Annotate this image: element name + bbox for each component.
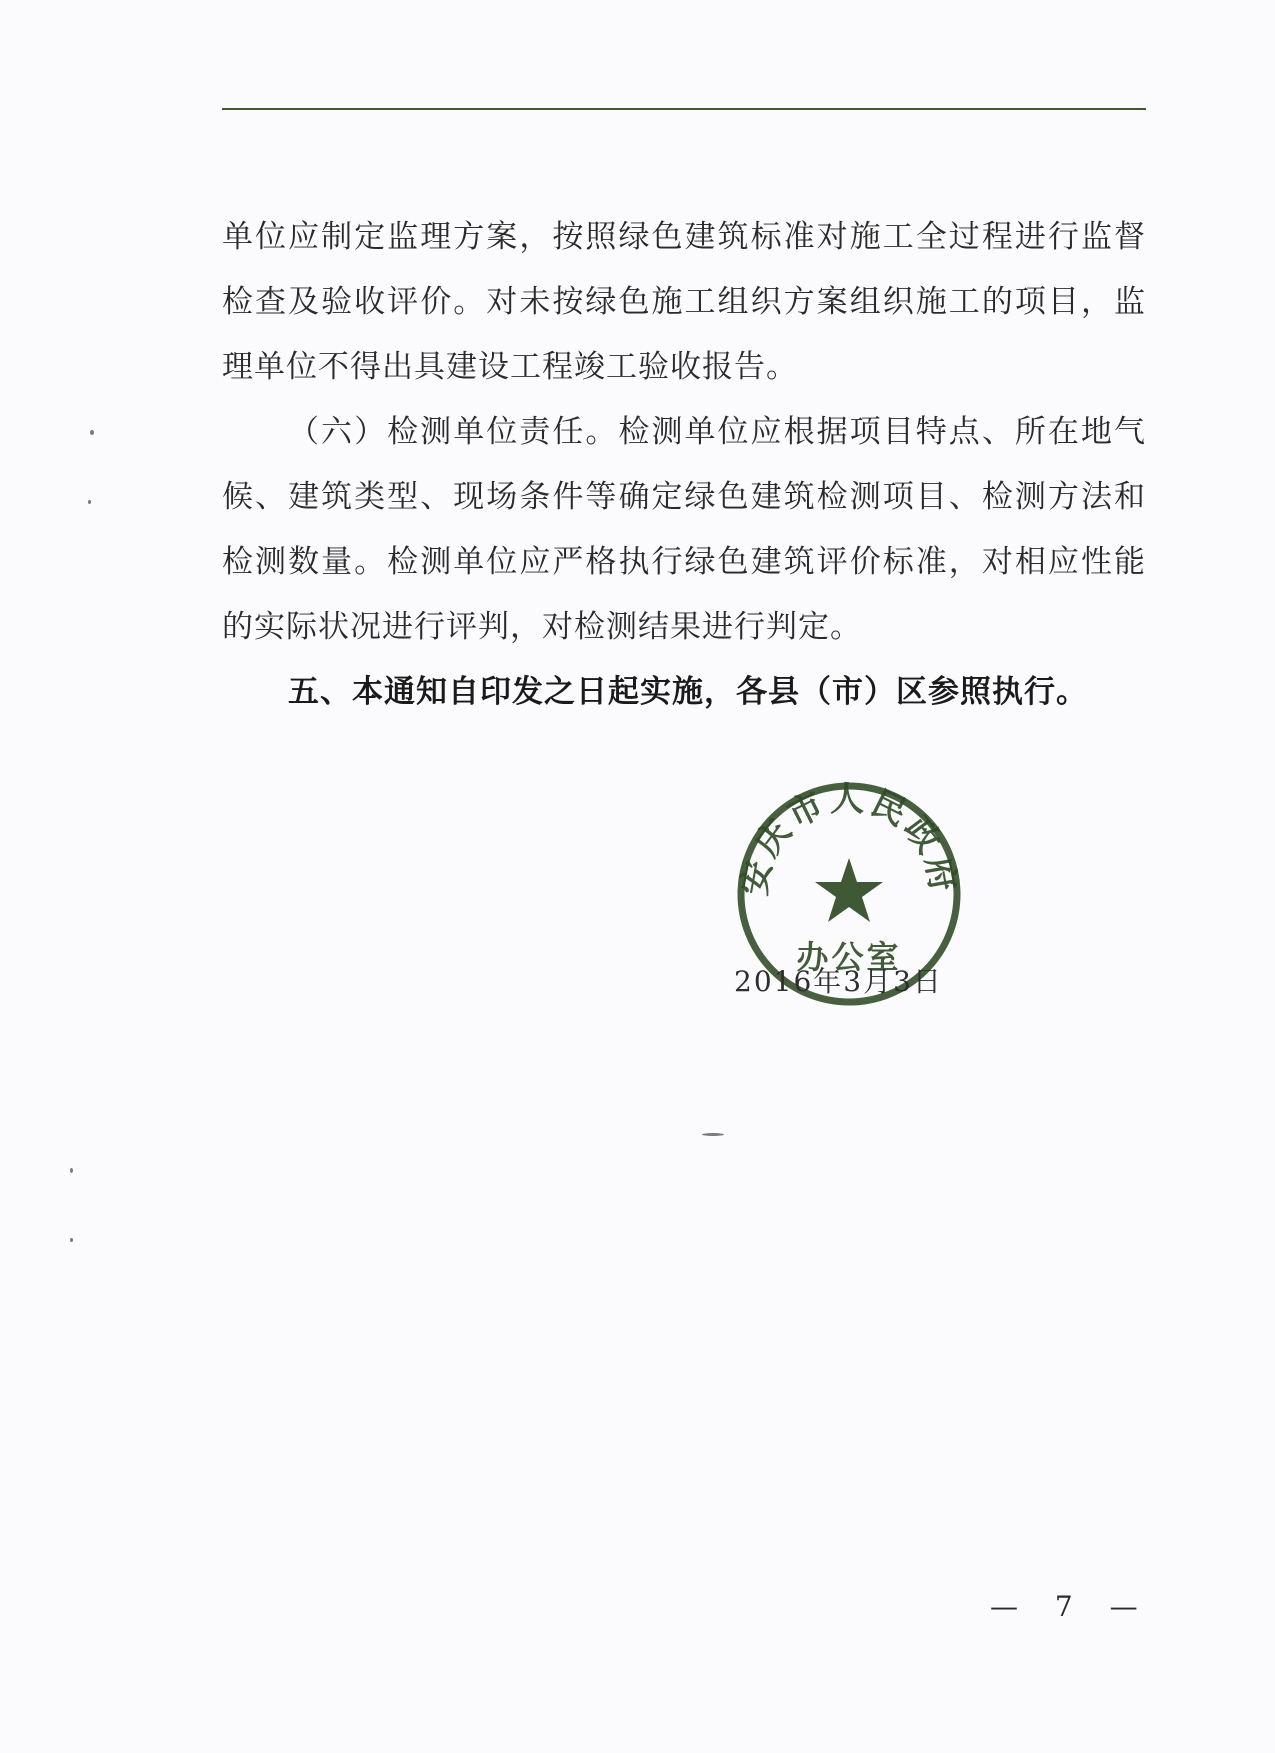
body-line: 候、建筑类型、现场条件等确定绿色建筑检测项目、检测方法和 [222, 479, 1146, 515]
scan-speck [702, 1133, 724, 1136]
body-line-section-six: （六）检测单位责任。检测单位应根据项目特点、所在地气 [288, 414, 1146, 450]
body-line: 检查及验收评价。对未按绿色施工组织方案组织施工的项目，监 [222, 284, 1146, 320]
seal-arc-text: 安庆市人民政府 [734, 779, 964, 899]
seal-bottom-text: 办公室 [796, 938, 902, 976]
section-five-line: 五、本通知自印发之日起实施，各县（市）区参照执行。 [288, 674, 1088, 710]
body-text [222, 205, 1146, 725]
body-line: 检测数量。检测单位应严格执行绿色建筑评价标准，对相应性能 [222, 544, 1146, 580]
body-line: 理单位不得出具建设工程竣工验收报告。 [222, 349, 798, 385]
scan-speck [70, 1238, 73, 1242]
scan-speck [88, 500, 91, 504]
header-rule [222, 108, 1146, 110]
body-line: 单位应制定监理方案，按照绿色建筑标准对施工全过程进行监督 [222, 219, 1146, 255]
page-number: — 7 — [990, 1590, 1152, 1623]
body-line: 的实际状况进行评判，对检测结果进行判定。 [222, 609, 862, 645]
seal-star-icon [815, 858, 883, 922]
issue-date: 2016年3月3日 [734, 965, 943, 998]
scan-speck [90, 430, 94, 435]
scan-speck [70, 1168, 73, 1173]
